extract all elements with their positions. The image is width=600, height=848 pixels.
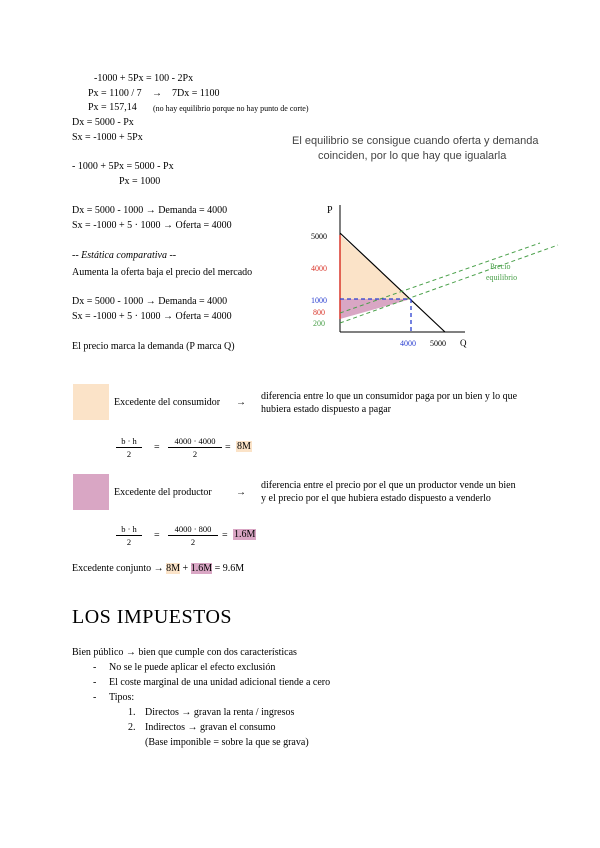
fraction <box>168 436 222 459</box>
consumer-surplus-result: 8M <box>237 441 251 452</box>
equation-line: Sx = -1000 + 5Px <box>72 132 143 143</box>
equation-line: Sx = -1000 + 5 · 1000 → Oferta = 4000 <box>72 220 232 231</box>
fraction <box>116 436 142 459</box>
q-axis-label: Q <box>460 338 467 348</box>
list-number: 2. <box>128 722 136 733</box>
tick-5000: 5000 <box>311 232 327 241</box>
bullet-item: El coste marginal de una unidad adicional tiende a cero <box>109 677 331 688</box>
tick-1000: 1000 <box>311 296 327 305</box>
producer-surplus-label: Excedente del productor <box>114 487 212 498</box>
definition-line: Bien público → bien que cumple con dos características <box>72 647 297 658</box>
equation-line: Dx = 5000 - 1000 → Demanda = 4000 <box>72 205 228 216</box>
equation-line: Dx = 5000 - Px <box>72 117 134 128</box>
equals-sign: = <box>154 442 160 453</box>
equation-line: Px = 1100 / 7 <box>88 88 142 99</box>
tick-800: 800 <box>313 308 325 317</box>
fraction-numerator: 4000 · 4000 <box>168 436 222 448</box>
equation-line: Sx = -1000 + 5 · 1000 → Oferta = 4000 <box>72 311 232 322</box>
handwritten-note: El equilibrio se consigue cuando oferta y demanda <box>292 135 539 147</box>
fraction-denominator: 2 <box>126 449 132 459</box>
bullet-item: Tipos: <box>109 692 135 703</box>
fraction-numerator: b · h <box>116 436 142 448</box>
equation-line: Dx = 5000 - 1000 → Demanda = 4000 <box>72 296 228 307</box>
arrow: → <box>236 487 246 498</box>
equals-sign: = <box>222 530 228 541</box>
joint-surplus-label: Excedente conjunto → <box>72 563 164 574</box>
label-equilibrio: equilibrio <box>486 273 518 282</box>
text-line: Aumenta la oferta baja el precio del mercado <box>72 267 253 278</box>
fraction <box>116 524 142 547</box>
list-number: 1. <box>128 707 136 718</box>
bullet-item: No se le puede aplicar el efecto exclusión <box>109 662 276 673</box>
producer-surplus-definition: y el precio por el que hubiera estado dispuesto a venderlo <box>261 493 491 504</box>
tick-4000: 4000 <box>311 264 327 273</box>
joint-total: = 9.6M <box>214 563 245 574</box>
bullet-dash: - <box>93 692 97 703</box>
equals-sign: = <box>154 530 160 541</box>
consumer-surplus-swatch <box>73 384 109 420</box>
consumer-surplus-definition: diferencia entre lo que un consumidor paga por un bien y lo que <box>261 391 518 402</box>
tick-q-4000: 4000 <box>400 339 416 348</box>
numbered-item: Directos → gravan la renta / ingresos <box>145 707 295 718</box>
equals-sign: = <box>225 442 231 453</box>
consumer-surplus-definition: hubiera estado dispuesto a pagar <box>261 404 391 415</box>
section-heading: LOS IMPUESTOS <box>72 606 233 628</box>
joint-value-producer: 1.6M <box>190 563 213 574</box>
producer-surplus-swatch <box>73 474 109 510</box>
joint-value-consumer: 8M <box>166 563 181 574</box>
bullet-dash: - <box>93 677 97 688</box>
equation-note: (no hay equilibrio porque no hay punto de corte) <box>153 104 309 113</box>
p-axis-label: P <box>327 205 333 216</box>
joint-surplus-line <box>72 563 244 575</box>
arrow: → <box>236 397 246 408</box>
equation-line: 7Dx = 1100 <box>172 88 220 99</box>
producer-surplus-area <box>340 299 411 319</box>
fraction-numerator: 4000 · 800 <box>168 524 218 536</box>
numbered-item: Indirectos → gravan el consumo <box>145 722 276 733</box>
arrow: → <box>152 88 162 99</box>
tick-200: 200 <box>313 319 325 328</box>
tick-q-5000: 5000 <box>430 339 446 348</box>
fraction-denominator: 2 <box>192 449 198 459</box>
bullet-dash: - <box>93 662 97 673</box>
fraction <box>168 524 218 547</box>
fraction-denominator: 2 <box>126 537 132 547</box>
section-title: -- Estática comparativa -- <box>72 250 177 261</box>
producer-surplus-definition: diferencia entre el precio por el que un productor vende un bien <box>261 480 516 491</box>
equation-line: Px = 1000 <box>119 176 161 187</box>
consumer-surplus-label: Excedente del consumidor <box>114 397 221 408</box>
plus-sign: + <box>182 563 189 574</box>
equation-line: - 1000 + 5Px = 5000 - Px <box>72 161 174 172</box>
supply-demand-graph <box>300 195 570 355</box>
text-line: El precio marca la demanda (P marca Q) <box>72 341 235 352</box>
handwritten-note: coinciden, por lo que hay que igualarla <box>318 150 507 162</box>
label-precio: Precio <box>490 262 511 271</box>
numbered-item-note: (Base imponible = sobre la que se grava) <box>145 737 309 748</box>
producer-surplus-result: 1.6M <box>234 529 256 540</box>
fraction-numerator: b · h <box>116 524 142 536</box>
fraction-denominator: 2 <box>190 537 196 547</box>
equation-line: Px = 157,14 <box>88 102 137 113</box>
equation-line: -1000 + 5Px = 100 - 2Px <box>94 73 194 84</box>
